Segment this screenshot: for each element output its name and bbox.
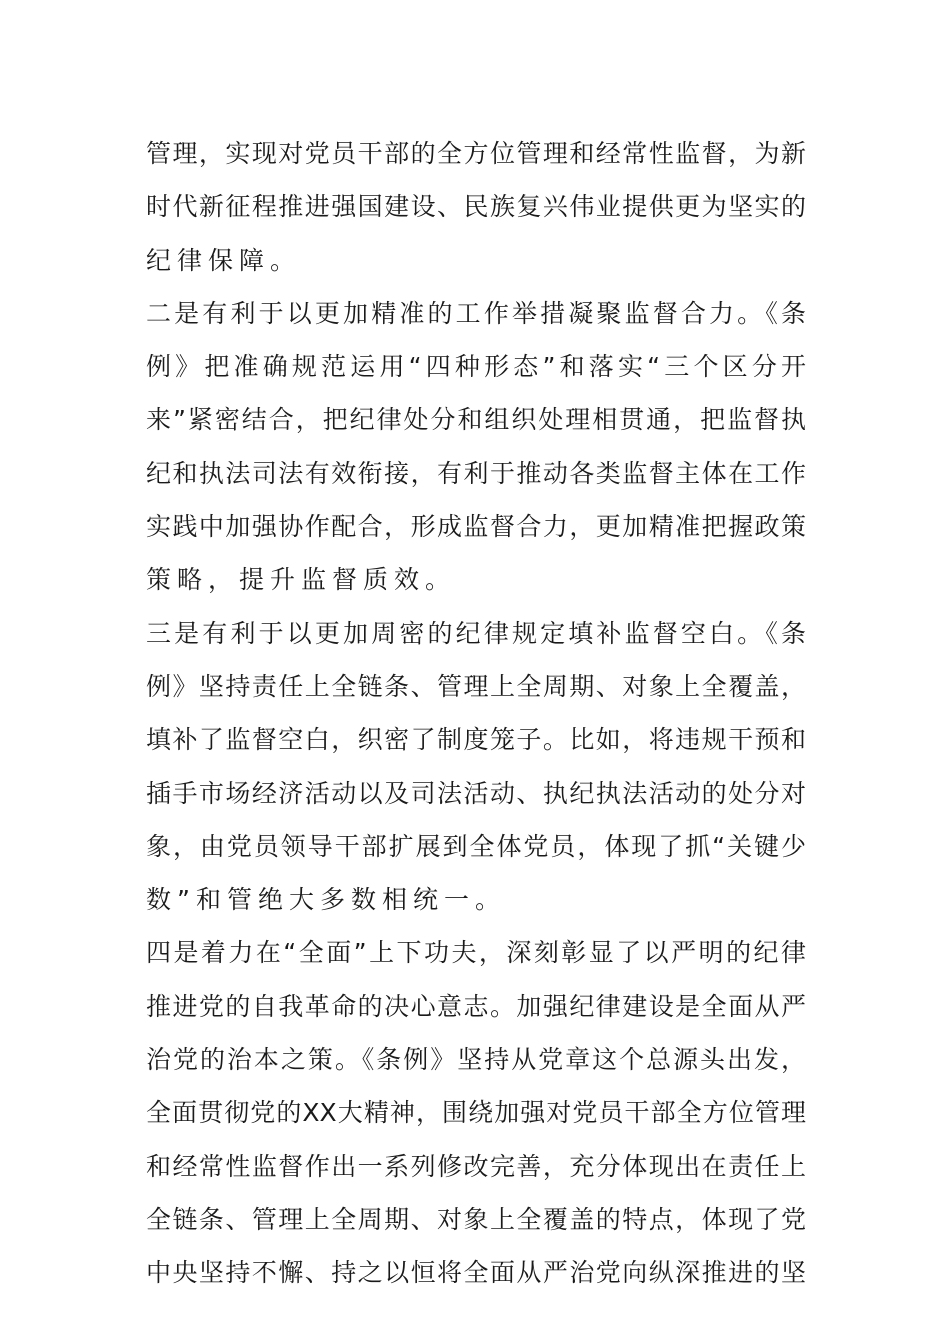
text-line: 全链条、管理上全周期、对象上全覆盖的特点，体现了党: [146, 1204, 806, 1234]
text-line: 二是有利于以更加精准的工作举措凝聚监督合力。《条: [146, 298, 806, 328]
text-line: 例》把准确规范运用“四种形态”和落实“三个区分开: [146, 352, 806, 382]
text-line: 例》坚持责任上全链条、管理上全周期、对象上全覆盖，: [146, 671, 806, 701]
text-line: 和经常性监督作出一系列修改完善，充分体现出在责任上: [146, 1151, 806, 1181]
text-line: 全面贯彻党的XX大精神，围绕加强对党员干部全方位管理: [146, 1098, 806, 1128]
text-line: 数”和管绝大多数相统一。: [146, 885, 506, 915]
text-line: 实践中加强协作配合，形成监督合力，更加精准把握政策: [146, 512, 806, 542]
text-line: 来”紧密结合，把纪律处分和组织处理相贯通，把监督执: [146, 405, 806, 435]
text-line: 策略，提升监督质效。: [146, 565, 457, 595]
body-text: [146, 127, 806, 1300]
text-line: 象，由党员领导干部扩展到全体党员，体现了抓“关键少: [146, 831, 806, 861]
text-line: 四是着力在“全面”上下功夫，深刻彰显了以严明的纪律: [146, 938, 806, 968]
text-line: 中央坚持不懈、持之以恒将全面从严治党向纵深推进的坚: [146, 1258, 806, 1288]
text-line: 插手市场经济活动以及司法活动、执纪执法活动的处分对: [146, 778, 806, 808]
text-line: 时代新征程推进强国建设、民族复兴伟业提供更为坚实的: [146, 192, 806, 222]
text-line: 纪和执法司法有效衔接，有利于推动各类监督主体在工作: [146, 458, 806, 488]
text-line: 填补了监督空白，织密了制度笼子。比如，将违规干预和: [146, 725, 806, 755]
text-line: 治党的治本之策。《条例》坚持从党章这个总源头出发，: [146, 1045, 806, 1075]
text-line: 三是有利于以更加周密的纪律规定填补监督空白。《条: [146, 618, 806, 648]
text-line: 纪律保障。: [146, 245, 302, 275]
text-line: 推进党的自我革命的决心意志。加强纪律建设是全面从严: [146, 991, 806, 1021]
text-line: 管理，实现对党员干部的全方位管理和经常性监督，为新: [146, 139, 806, 168]
